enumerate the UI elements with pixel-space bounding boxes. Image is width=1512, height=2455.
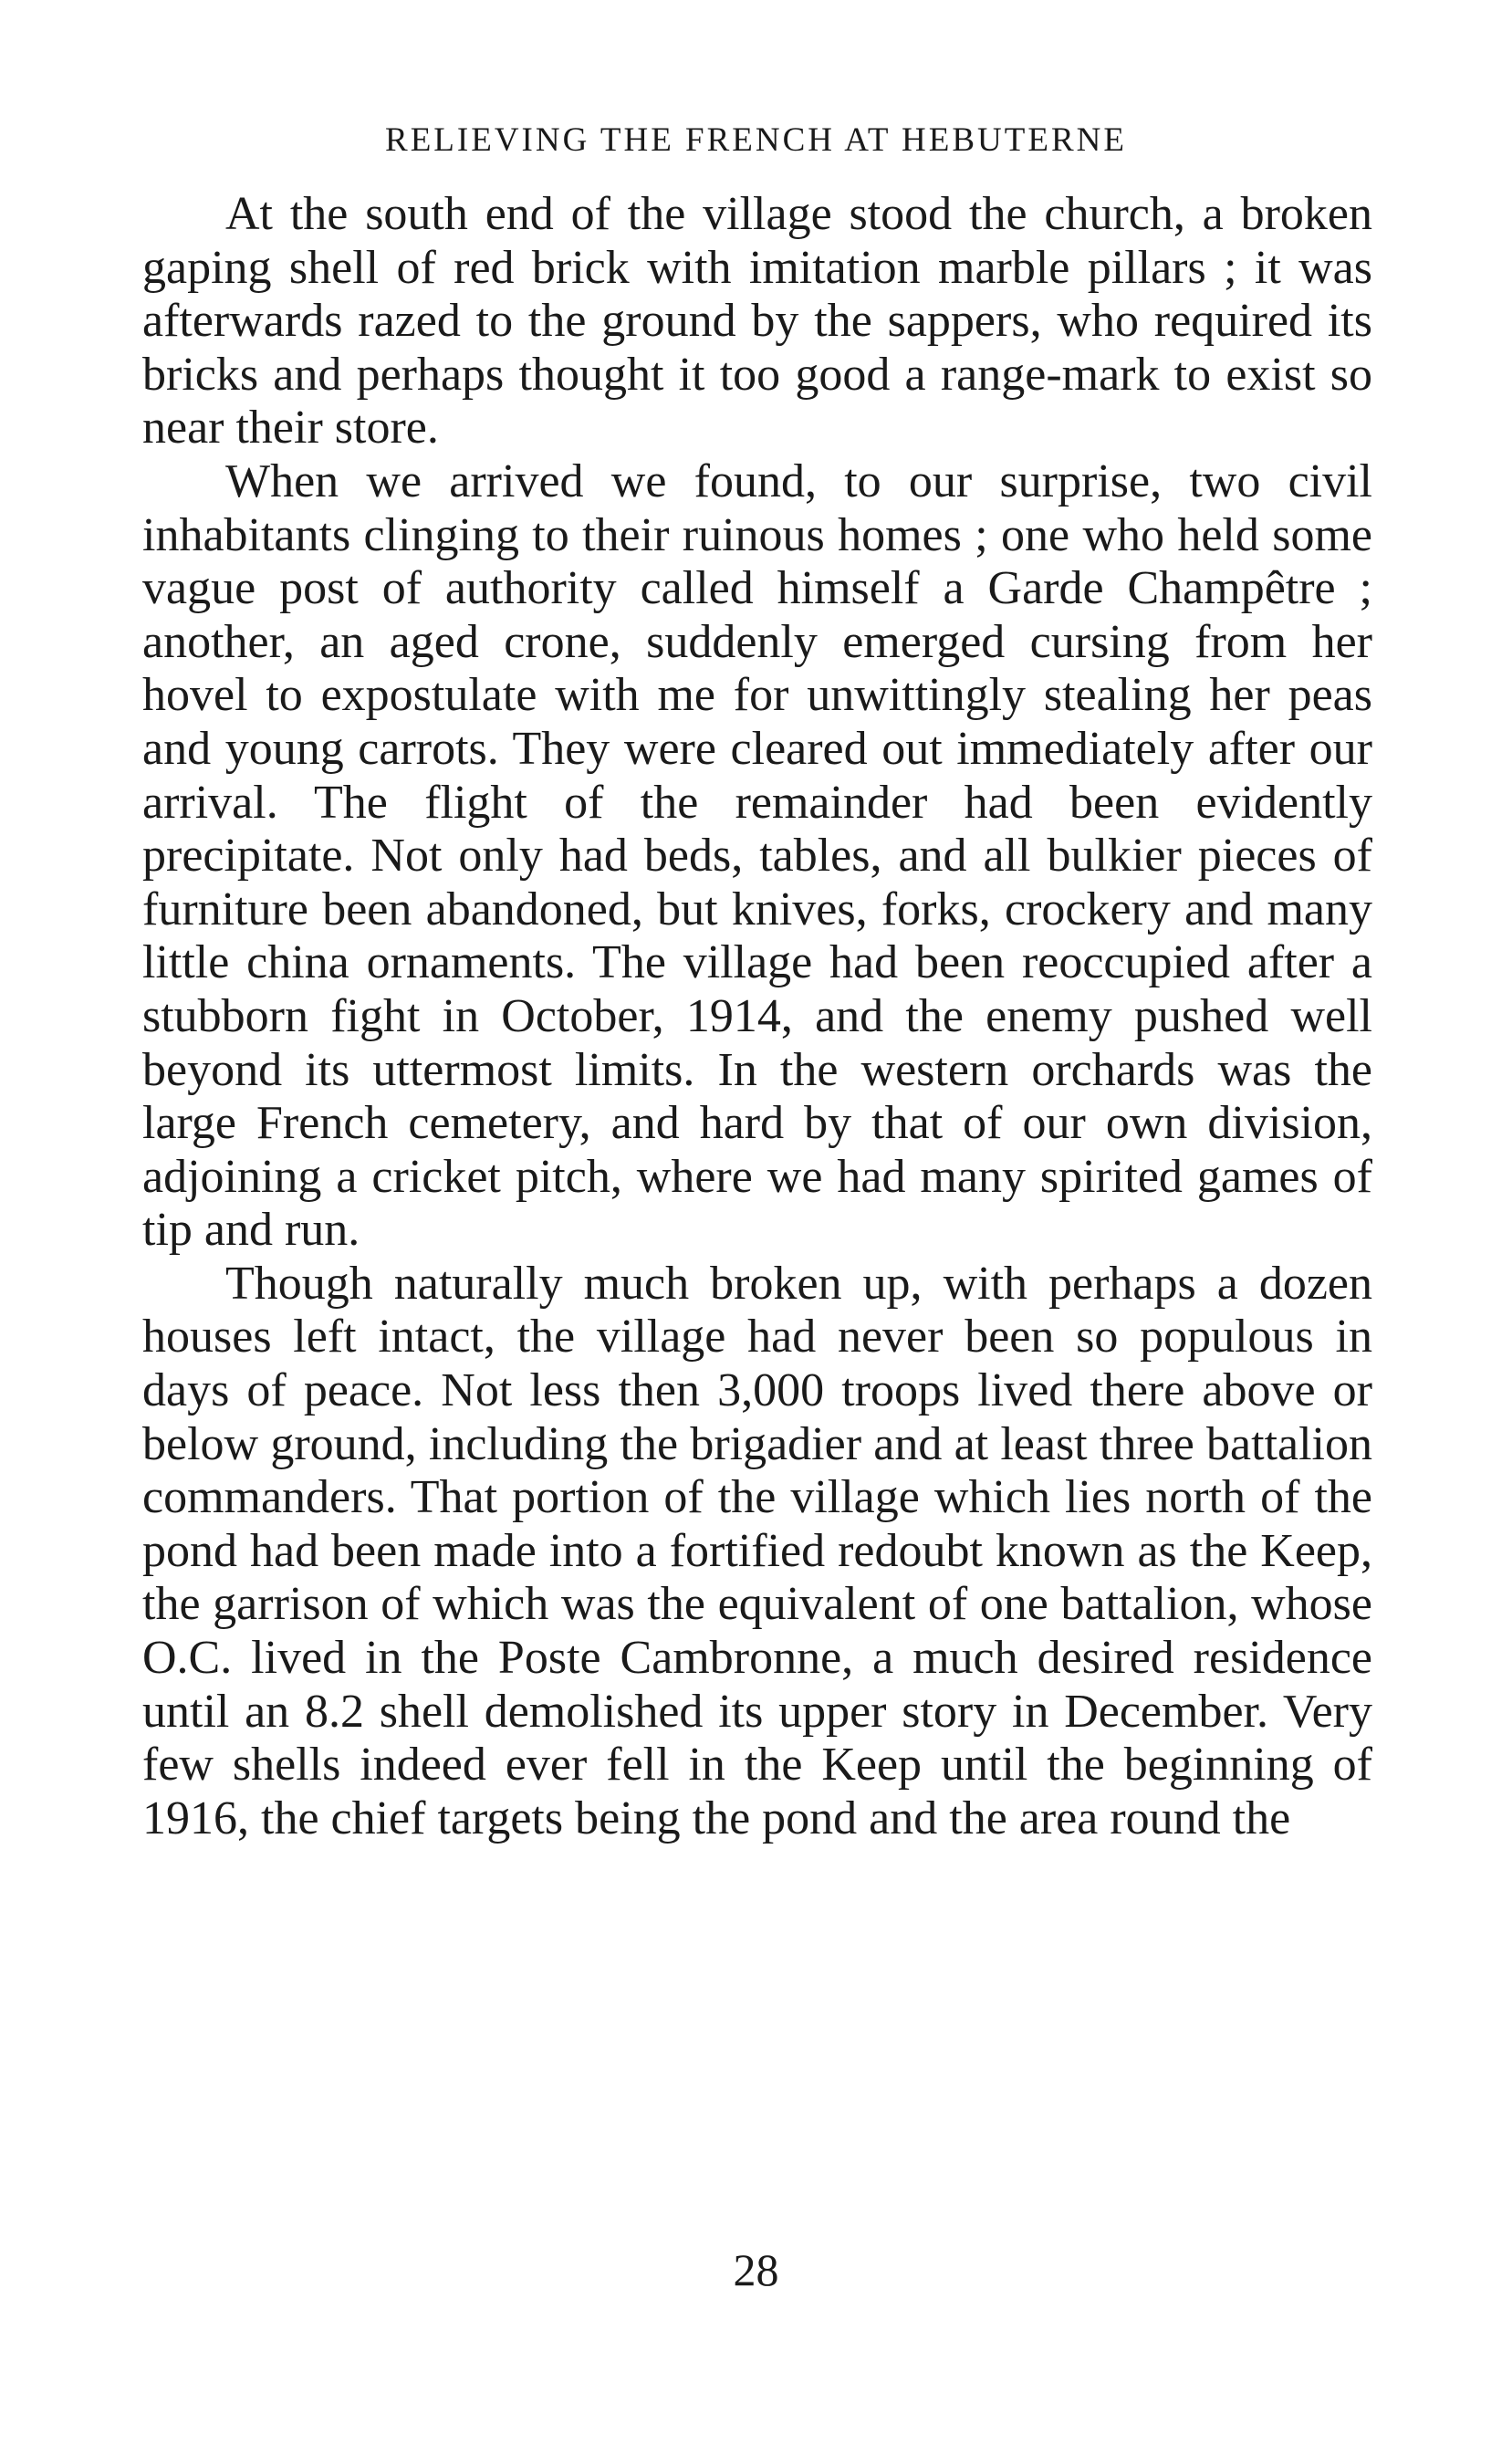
paragraph-church: At the south end of the village stood the church, a broken gaping shell of red brick with imitation marble pillars ; it was afterwards razed to the ground by the sappers, who required its bricks and perhaps thought it too good a range-mark to exist so near their store. — [142, 188, 1372, 454]
paragraph-keep: Though naturally much broken up, with perhaps a dozen houses left intact, the village had never been so populous in days of peace. Not less then 3,000 troops lived there above or below ground, including the brigadier and at least three battalion commanders. That portion of the village which lies north of the pond had been made into a fortified redoubt known as the Keep, the garrison of which was the equivalent of one battalion, whose O.C. lived in the Poste Cambronne, a much desired residence until an 8.2 shell demolished its upper story in December. Very few shells indeed ever fell in the Keep until the beginning of 1916, the chief targets being the pond and the area round the — [142, 1257, 1372, 1844]
body-text — [142, 188, 1372, 1845]
page-number: 28 — [733, 2244, 779, 2295]
paragraph-inhabitants: When we arrived we found, to our surprise, two civil inhabitants clinging to their ruinous homes ; one who held some vague post of authority called himself a Garde Champêtre ; another, an aged crone, suddenly emerged cursing from her hovel to expostulate with me for unwittingly stealing her peas and young carrots. They were cleared out immediately after our arrival. The flight of the remainder had been evidently precipitate. Not only had beds, tables, and all bulkier pieces of furniture been abandoned, but knives, forks, crockery and many little china ornaments. The village had been reoccupied after a stubborn fight in October, 1914, and the enemy pushed well beyond its uttermost limits. In the western orchards was the large French cemetery, and hard by that of our own division, adjoining a cricket pitch, where we had many spirited games of tip and run. — [142, 454, 1372, 1257]
running-head: RELIEVING THE FRENCH AT HEBUTERNE — [385, 121, 1127, 159]
